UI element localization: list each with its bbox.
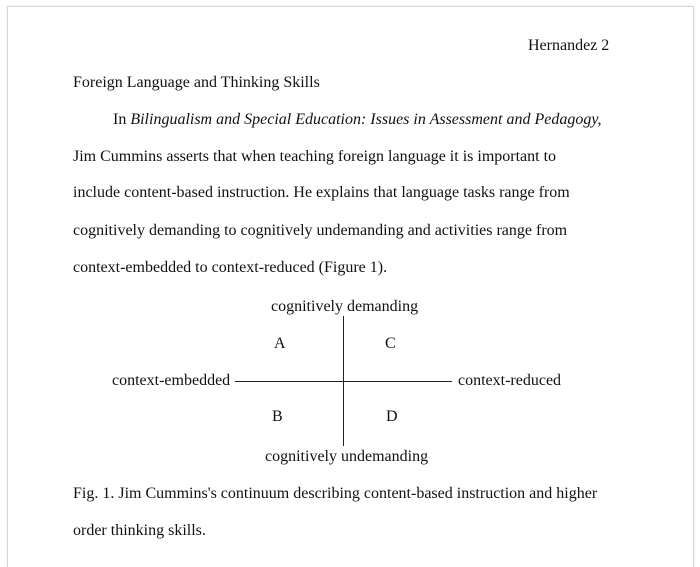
figure-caption-line-1: Fig. 1. Jim Cummins's continuum describing content-based instruction and higher <box>73 485 598 502</box>
document-title: Foreign Language and Thinking Skills <box>73 74 320 91</box>
book-title: Bilingualism and Special Education: Issues in Assessment and Pedagogy, <box>130 111 602 128</box>
quadrant-a-label: A <box>274 335 286 352</box>
paragraph-line-3: include content-based instruction. He explains that language tasks range from <box>73 184 570 201</box>
bottom-axis-label: cognitively undemanding <box>265 448 429 465</box>
running-head: Hernandez 2 <box>528 37 610 54</box>
quadrant-c-label: C <box>385 335 396 352</box>
quadrant-b-label: B <box>272 408 283 425</box>
figure-caption-line-2: order thinking skills. <box>73 522 206 539</box>
quadrant-d-label: D <box>386 408 398 425</box>
paragraph-line-1 <box>73 110 602 130</box>
paragraph-line-4: cognitively demanding to cognitively undemanding and activities range from <box>73 222 568 239</box>
left-axis-label: context-embedded <box>112 372 231 389</box>
paragraph-line-5: context-embedded to context-reduced (Figure 1). <box>73 259 388 276</box>
paragraph-line-1-prefix: In <box>113 111 131 128</box>
paragraph-line-2: Jim Cummins asserts that when teaching foreign language it is important to <box>73 148 557 165</box>
top-axis-label: cognitively demanding <box>271 298 419 315</box>
right-axis-label: context-reduced <box>458 372 562 389</box>
